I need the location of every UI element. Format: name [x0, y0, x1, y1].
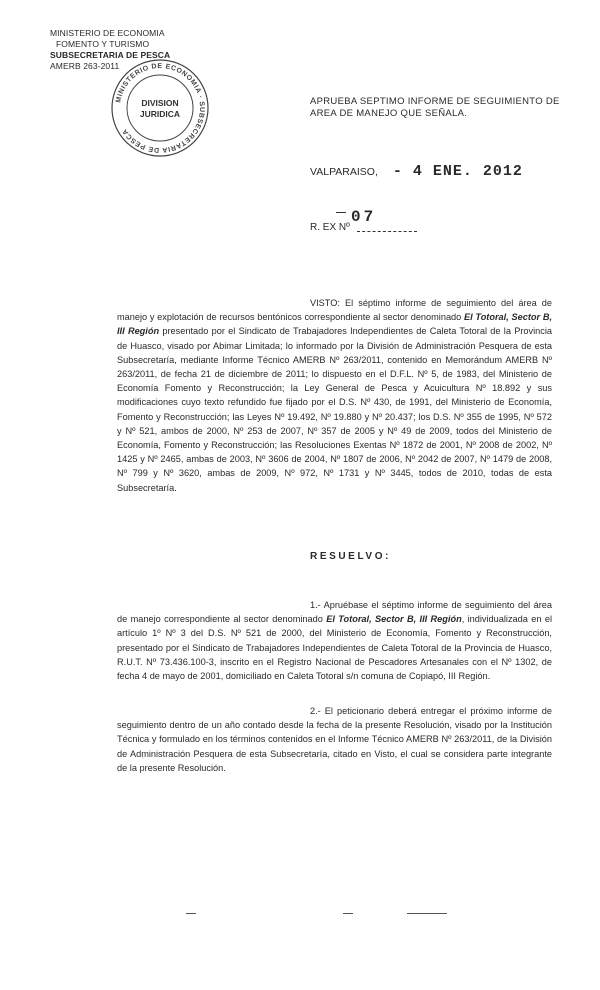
visto-lead: VISTO: El séptimo informe de seguimiento del área de manejo y explotación de recursos bentónicos correspondiente al sector denominado [117, 298, 552, 323]
stamp-center-line2: JURIDICA [139, 109, 181, 119]
visto-paragraph [117, 296, 552, 495]
footer-mark-1 [186, 913, 196, 914]
visto-area-name: El Totoral, Sector B, III Región [117, 312, 553, 337]
point1-area-name: El Totoral, Sector B, III Región [326, 614, 462, 625]
visto-section [117, 296, 552, 495]
point1-rest: , individualizada en el artículo 1º Nº 3 del D.S. Nº 521 de 2000, del Ministerio de Economía, Fomento y Reconstrucción, presentado por el Sindicato de Trabajadores Independientes de Caleta Totoral de la Provincia de Huasco, R.U.T. Nº 73.436.100-3, inscrito en el Registro Nacional de Pescadores Artesanales con el Nº 1302, de fecha 4 de mayo de 2001, domiciliado en Caleta Totoral s/n comuna de Copiapó, III Región. [117, 614, 552, 682]
place: VALPARAISO, [310, 166, 378, 178]
point1-paragraph [117, 598, 552, 683]
point1-lead: 1.- Apruébase el séptimo informe de seguimiento del área de manejo correspondiente al sector denominado [117, 600, 552, 625]
official-seal-stamp [108, 56, 212, 160]
subsecretaria-name: SUBSECRETARIA DE PESCA [50, 50, 171, 60]
resolution-number [310, 208, 417, 233]
resolution-point-1 [117, 598, 552, 683]
place-and-date [310, 163, 523, 180]
ministry-name: MINISTERIO DE ECONOMIA [50, 28, 165, 38]
stamp-center-line1: DIVISION [141, 98, 179, 108]
resolution-subject: APRUEBA SEPTIMO INFORME DE SEGUIMIENTO DE AREA DE MANEJO QUE SEÑALA. [310, 96, 560, 119]
date: - 4 ENE. 2012 [392, 163, 523, 180]
number-line [357, 231, 417, 232]
file-reference: AMERB 263-2011 [50, 61, 120, 71]
resolution-point-2 [117, 704, 552, 775]
resolution-number-value: 07 [351, 208, 377, 226]
dash-mark [336, 212, 346, 213]
footer-mark-3 [407, 913, 447, 914]
footer-mark-2 [343, 913, 353, 914]
point2-paragraph: 2.- El peticionario deberá entregar el próximo informe de seguimiento dentro de un año contado desde la fecha de la presente Resolución, visado por la Institución Técnica y formulado en los términos contenidos en el Informe Técnico AMERB Nº 263/2011, de la División de Administración Pesquera de esta Subsecretaría, citado en Visto, el cual se considera parte integrante de la presente Resolución. [117, 706, 552, 773]
resuelvo-heading: RESUELVO: [310, 551, 391, 562]
stamp-ring-text: MINISTERIO DE ECONOMIA · SUBSECRETARIA DE PESCA [115, 62, 206, 154]
visto-rest: presentado por el Sindicato de Trabajadores Independientes de Caleta Totoral de la Provincia de Huasco, visado por Abimar Limitada; lo informado por la División de Administración Pesquera de esta Subsecretaría, mediante Informe Técnico AMERB Nº 263/2011, contenido en Memorándum AMERB Nº 263/2011, de fecha 21 de diciembre de 2011; lo dispuesto en el D.F.L. Nº 5, de 1983, del Ministerio de Economía Fomento y Reconstrucción; la Ley General de Pesca y Acuicultura Nº 18.892 y sus modificaciones cuyo texto refundido fue fijado por el D.S. Nº 430, de 1991, del Ministerio de Economía, Fomento y Reconstrucción; las Leyes Nº 19.492, Nº 19.880 y Nº 20.437; los D.S. Nº 355 de 1995, Nº 572 y Nº 521, ambos de 2000, Nº 253 de 2007, Nº 357 de 2005 y Nº 49 de 2009, todos del Ministerio de Economía, Fomento y Reconstrucción; las Resoluciones Exentas Nº 1872 de 2001, Nº 2008 de 2002, Nº 1425 y Nº 2465, ambas de 2003, Nº 3606 de 2004, Nº 1807 de 2006, Nº 2042 de 2007, Nº 1479 de 2008, Nº 799 y Nº 3620, ambas de 2009, Nº 972, Nº 1731 y Nº 3445, todos de 2010, todas de esta Subsecretaría. [117, 326, 553, 493]
ministry-subtitle: FOMENTO Y TURISMO [56, 39, 150, 49]
resolution-label: R. EX Nº [310, 222, 350, 233]
